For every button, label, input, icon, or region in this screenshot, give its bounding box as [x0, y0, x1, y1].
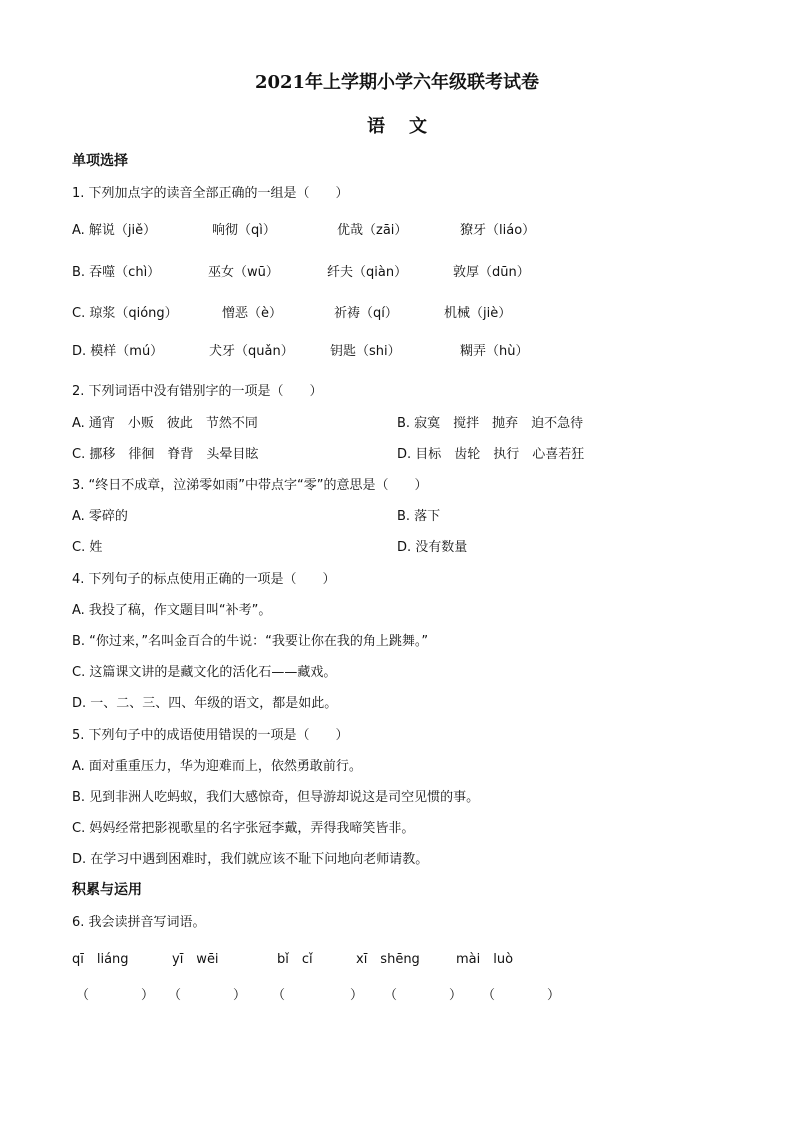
q6-stem: 6. 我会读拼音写词语。: [72, 915, 206, 930]
q3-option-a: A. 零碎的: [72, 509, 128, 524]
q1-c-item-3: 祈祷（qí）: [334, 306, 398, 321]
q6-blank-3[interactable]: （ ）: [272, 988, 364, 1003]
q3-option-b: B. 落下: [397, 509, 441, 524]
q6-blank-4[interactable]: （ ）: [384, 988, 463, 1003]
q4-option-a: A. 我投了稿，作文题目叫“补考”。: [72, 603, 272, 618]
q1-a-item-1: A. 解说（jiě）: [72, 223, 157, 238]
section-heading-single-choice: 单项选择: [72, 153, 128, 169]
q6-pinyin-1: qī liáng: [72, 952, 129, 967]
q1-stem: 1. 下列加点字的读音全部正确的一组是（ ）: [72, 186, 349, 201]
q1-a-item-2: 响彻（qì）: [212, 223, 276, 238]
subject-title: [0, 112, 794, 138]
q2-option-c: C. 挪移 徘徊 脊背 头晕目眩: [72, 447, 259, 462]
q1-b-item-2: 巫女（wū）: [208, 265, 279, 280]
q4-option-d: D. 一、二、三、四、年级的语文，都是如此。: [72, 696, 338, 711]
subject-char-2: 文: [409, 116, 427, 137]
q1-c-item-4: 机械（jiè）: [444, 306, 512, 321]
q2-stem: 2. 下列词语中没有错别字的一项是（ ）: [72, 384, 323, 399]
q1-b-item-4: 敦厚（dūn）: [453, 265, 530, 280]
q3-option-d: D. 没有数量: [397, 540, 468, 555]
q3-stem: 3. “终日不成章，泣涕零如雨”中带点字“零”的意思是（ ）: [72, 478, 428, 493]
exam-title: 2021年上学期小学六年级联考试卷: [254, 72, 540, 93]
q6-blank-5[interactable]: （ ）: [482, 988, 561, 1003]
q1-d-item-3: 钥匙（shi）: [330, 344, 401, 359]
q6-blank-1[interactable]: （ ）: [76, 988, 155, 1003]
q1-d-item-4: 糊弄（hù）: [460, 344, 529, 359]
q1-d-item-1: D. 模样（mú）: [72, 344, 164, 359]
q6-pinyin-4: xī shēng: [356, 952, 420, 967]
q1-d-item-2: 犬牙（quǎn）: [209, 344, 294, 359]
q1-b-item-1: B. 吞噬（chì）: [72, 265, 161, 280]
q6-pinyin-5: mài luò: [456, 952, 514, 967]
section-heading-accumulation: 积累与运用: [72, 882, 142, 898]
q1-a-item-3: 优哉（zāi）: [337, 223, 408, 238]
q5-option-d: D. 在学习中遇到困难时，我们就应该不耻下问地向老师请教。: [72, 852, 429, 867]
q3-option-c: C. 姓: [72, 540, 103, 555]
q1-a-item-4: 獠牙（liáo）: [460, 223, 536, 238]
q4-option-c: C. 这篇课文讲的是藏文化的活化石——藏戏。: [72, 665, 337, 680]
q4-option-b: B. “你过来，”名叫金百合的牛说：“我要让你在我的角上跳舞。”: [72, 634, 429, 649]
q4-stem: 4. 下列句子的标点使用正确的一项是（ ）: [72, 572, 336, 587]
q5-stem: 5. 下列句子中的成语使用错误的一项是（ ）: [72, 728, 349, 743]
q5-option-a: A. 面对重重压力，华为迎难而上，依然勇敢前行。: [72, 759, 362, 774]
q2-option-b: B. 寂寞 搅拌 抛弃 迫不急待: [397, 416, 584, 431]
q5-option-b: B. 见到非洲人吃蚂蚁，我们大感惊奇，但导游却说这是司空见惯的事。: [72, 790, 480, 805]
q1-c-item-1: C. 琼浆（qióng）: [72, 306, 178, 321]
q5-option-c: C. 妈妈经常把影视歌星的名字张冠李戴，弄得我啼笑皆非。: [72, 821, 415, 836]
q1-b-item-3: 纤夫（qiàn）: [327, 265, 408, 280]
q6-pinyin-2: yī wēi: [172, 952, 219, 967]
q2-option-d: D. 目标 齿轮 执行 心喜若狂: [397, 447, 585, 462]
q6-blank-2[interactable]: （ ）: [168, 988, 247, 1003]
subject-char-1: 语: [367, 116, 385, 137]
q2-option-a: A. 通宵 小贩 彼此 节然不同: [72, 416, 258, 431]
q1-c-item-2: 憎恶（è）: [222, 306, 282, 321]
q6-pinyin-3: bǐ cǐ: [277, 952, 313, 967]
